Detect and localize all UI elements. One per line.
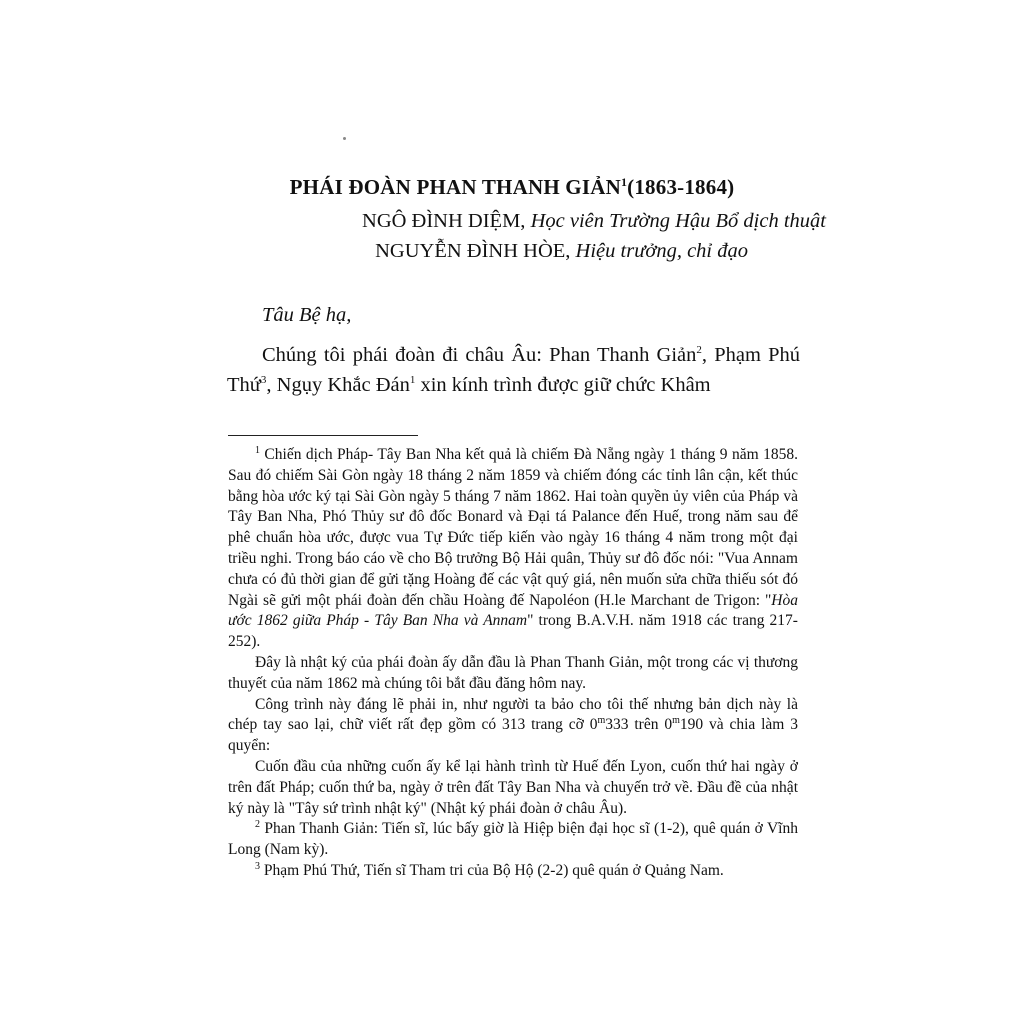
byline-name: NGUYỄN ĐÌNH HÒE, xyxy=(375,240,576,262)
body-text: , Ngụy Khắc Đán xyxy=(266,374,410,396)
footnote-3 xyxy=(228,861,798,882)
byline-role: Hiệu trưởng, chỉ đạo xyxy=(575,240,748,262)
footnote-2 xyxy=(228,819,798,861)
footnote-number: 2 xyxy=(255,819,260,831)
unit-superscript: m xyxy=(672,715,680,727)
byline-translator xyxy=(362,210,826,233)
footnote-1-paragraph: Cuốn đầu của những cuốn ấy kể lại hành trình từ Huế đến Lyon, cuốn thứ hai ngày ở trên đất Pháp; cuốn thứ ba, ngày ở trên đất Tây Ban Nha và chuyến trở về. Đầu đề của nhật ký này là "Tây sứ trình nhật ký" (Nhật ký phái đoàn ở châu Âu). xyxy=(228,757,798,817)
footnote-text: Công trình này đáng lẽ phải in, như người ta bảo cho tôi thế nhưng bản dịch này là chép tay sao lại, chữ viết rất đẹp gồm có 313 trang cỡ 0 xyxy=(228,695,798,734)
footnote-ref: 3 xyxy=(260,374,267,386)
title-years: (1863-1864) xyxy=(627,175,735,199)
footnote-ref: 2 xyxy=(696,344,702,356)
body-text: , Phạm Phú Thứ xyxy=(227,344,800,396)
footnote-1-paragraph: Đây là nhật ký của phái đoàn ấy dẫn đầu là Phan Thanh Giản, một trong các vị thương thuyết của năm 1862 mà chúng tôi bắt đầu đăng hôm nay. xyxy=(228,653,798,692)
footnote-text: Phạm Phú Thứ, Tiến sĩ Tham tri của Bộ Hộ (2-2) quê quán ở Quảng Nam. xyxy=(260,861,724,879)
unit-superscript: m xyxy=(597,715,606,727)
byline-name: NGÔ ĐÌNH DIỆM, xyxy=(362,210,531,232)
footnote-1 xyxy=(228,445,798,653)
byline-role: Học viên Trường Hậu Bổ dịch thuật xyxy=(530,210,826,232)
byline-director xyxy=(375,240,748,263)
footnote-1-paragraph xyxy=(228,695,798,757)
footnote-number: 3 xyxy=(255,860,260,872)
title-footnote-ref: 1 xyxy=(620,175,628,189)
footnote-text: Phan Thanh Giản: Tiến sĩ, lúc bấy giờ là Hiệp biện đại học sĩ (1-2), quê quán ở Vĩnh Long (Nam kỳ). xyxy=(228,820,798,859)
salutation: Tâu Bệ hạ, xyxy=(262,304,352,326)
footnotes xyxy=(228,445,798,882)
scan-speck xyxy=(343,137,346,140)
footnote-separator xyxy=(228,435,418,436)
footnote-text: Chiến dịch Pháp- Tây Ban Nha kết quả là chiếm Đà Nẵng ngày 1 tháng 9 năm 1858. Sau đó chiếm Sài Gòn ngày 18 tháng 2 năm 1859 và chiếm đóng các tỉnh lân cận, kết thúc bằng hòa ước ký tại Sài Gòn ngày 5 tháng 7 năm 1862. Hai toàn quyền ủy viên của Pháp và Tây Ban Nha, Phó Thủy sư đô đốc Bonard và Đại tá Palance đến Huế, trong năm sau để phê chuẩn hòa ước, được vua Tự Đức tiếp kiến vào ngày 16 tháng 4 năm trong một đại triều nghi. Trong báo cáo về cho Bộ trưởng Bộ Hải quân, Thủy sư đô đốc nói: "Vua Annam chưa có đủ thời gian để gửi tặng Hoàng đế các vật quý giá, nên muốn sửa chữa thiếu sót đó Ngài sẽ gửi một phái đoàn đến chầu Hoàng đế Napoléon (H.le Marchant de Trigon: " xyxy=(228,446,798,609)
body-paragraph xyxy=(227,340,800,400)
footnote-text: " trong B.A.V.H. năm 1918 các trang 217-252). xyxy=(228,612,798,651)
footnote-number: 1 xyxy=(255,445,260,456)
footnote-text: 333 trên 0 xyxy=(605,716,673,734)
body-text: Chúng tôi phái đoàn đi châu Âu: Phan Thanh Giản xyxy=(262,344,697,366)
footnote-text: 190 và chia làm 3 quyển: xyxy=(228,716,798,755)
footnote-italic-title: Hòa ước 1862 giữa Pháp - Tây Ban Nha và Annam xyxy=(228,591,798,630)
document-title xyxy=(0,175,1024,200)
footnote-ref: 1 xyxy=(409,374,416,386)
title-text: PHÁI ĐOÀN PHAN THANH GIẢN xyxy=(289,175,621,199)
body-text: xin kính trình được giữ chức Khâm xyxy=(415,374,711,396)
